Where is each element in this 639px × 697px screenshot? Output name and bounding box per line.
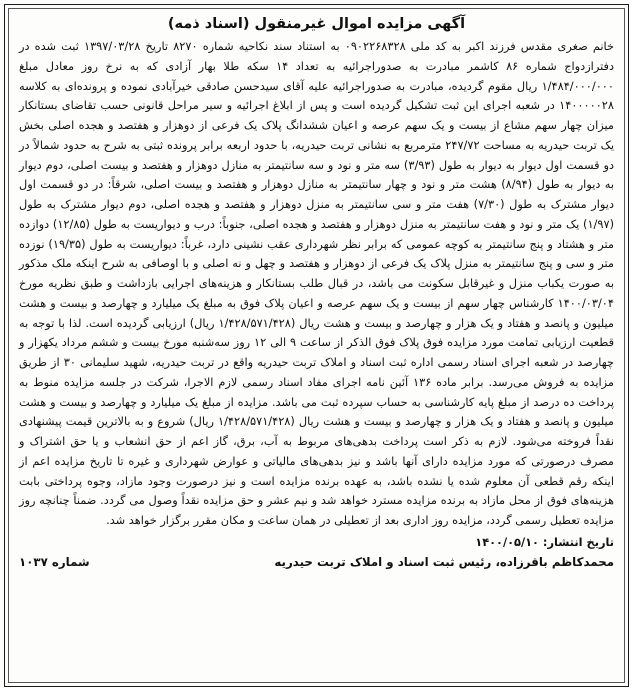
notice-content <box>19 13 614 676</box>
notice-body: خانم صغری مقدس فرزند اکبر به کد ملی ۰۹۰۲۲۶۸۳۲۸ به استناد سند نکاحیه شماره ۸۲۷۰ تاریخ ۱۳۹۷/۰۳/۲۸ ثبت شده در دفترازدواج شماره ۸۶ کاشمر مبادرت به صدوراجرائیه به تعداد ۱۴ سکه طلا بهار آزادی که به نرخ روز معادل مبلغ ۱/۴۸۴/۰۰۰/۰۰۰ ریال مقوم گردیده، مبادرت به صدوراجرائیه علیه آقای سیدحسن صادقی خیرآبادی نموده و پرونده‌ای به کلاسه ۱۴۰۰۰۰۰۲۸ در شعبه اجرای این ثبت تشکیل گردیده است و پس از ابلاغ اجرائیه و سیر مراحل قانونی حسب تقاضای بستانکار میزان چهار سهم مشاع از بیست و یک سهم عرصه و اعیان ششدانگ پلاک یک فرعی از دوهزار و هفتصد و هجده اصلی بخش یک تربت حیدریه به مساحت ۲۴۷/۷۲ مترمربع به نشانی تربت حیدریه، با حدود اربعه برابر پرونده ثبتی به شرح به حدود شمالاً در دو قسمت اول دیوار به دیوار به طول (۳/۹۳) سه متر و نود و سه سانتیمتر به منازل دوهزار و هفتصد و بیست اصلی، دوم دیوار به دیوار به طول (۸/۹۴) هشت متر و نود و چهار سانتیمتر به منازل دوهزار و هفتصد و بیست اصلی، شرقاً: در دو قسمت اول دیوار مشترک به طول (۷/۳۰) هفت متر و سی سانتیمتر به منزل دوهزار و هفتصد و هجده اصلی، دوم دیوار مشترک به طول (۱/۹۷) یک متر و نود و هفت سانتیمتر به منزل دوهزار و هفتصد و هجده اصلی، جنوباً: درب و دیواریست به طول (۱۲/۸۵) دوازده متر و هشتاد و پنج سانتیمتر به کوچه عمومی که برابر نظر شهرداری عقب نشینی دارد، غرباً: دیواریست به طول (۱۹/۳۵) نوزده متر و سی و پنج سانتیمتر به منزل پلاک یک فرعی از دوهزار و هفتصد و چهل و نه اصلی و با اوصافی به شرح اینکه ملک مذکور به صورت یکباب منزل و غیرقابل سکونت می باشد، در قبال طلب بستانکار و هزینه‌های اجرایی بازداشت و طبق نظریه مورخ ۱۴۰۰/۰۳/۰۴ کارشناس چهار سهم از بیست و یک سهم عرصه و اعیان پلاک فوق به مبلغ یک میلیارد و چهارصد و بیست و هشت میلیون و پانصد و هفتاد و یک هزار و چهارصد و بیست و هشت ریال (۱/۴۲۸/۵۷۱/۴۲۸ ریال) ارزیابی گردیده است. لذا با توجه به قطعیت ارزیابی تمامت مورد مزایده فوق پلاک فوق الذکر از ساعت ۹ الی ۱۲ روز سه‌شنبه مورخ بیست و ششم مرداد یکهزار و چهارصد در شعبه اجرای اسناد رسمی اداره ثبت اسناد و املاک تربت حیدریه واقع در تربت حیدریه، شهید سلیمانی ۳۰ از طریق مزایده به فروش می‌رسد. برابر ماده ۱۳۶ آئین نامه اجرای مفاد اسناد رسمی لازم الاجرا، شرکت در جلسه مزایده منوط به پرداخت ده درصد از مبلغ پایه کارشناسی به حساب سپرده ثبت می باشد. مزایده از مبلغ یک میلیارد و چهارصد و بیست و هشت میلیون و پانصد و هفتاد و یک هزار و چهارصد و بیست و هشت ریال (۱/۴۲۸/۵۷۱/۴۲۸ ریال) شروع و به بالاترین قیمت پیشنهادی نقداً فروخته می‌شود. لازم به ذکر است پرداخت بدهی‌های مربوط به آب، برق، گاز اعم از حق انشعاب و یا حق اشتراک و مصرف درصورتی که مورد مزایده دارای آنها باشد و نیز بدهی‌های مالیاتی و عوارض شهرداری و غیره تا تاریخ مزایده اعم از اینکه رقم قطعی آن معلوم شده یا نشده باشد، به عهده برنده مزایده است و نیز درصورت وجود مازاد، وجوه پرداختی بابت هزینه‌های فوق از محل مازاد به برنده مزایده مسترد خواهد شد و نیم عشر و حق مزایده نقداً وصول می گردد. ضمناً چنانچه روز مزایده تعطیل رسمی گردد، مزایده روز اداری بعد از تعطیلی در همان ساعت و مکان مقرر برگزار خواهد شد. <box>19 39 615 527</box>
notice-title: آگهی مزایده اموال غیرمنقول (اسناد ذمه) <box>167 16 466 32</box>
notice-number: شماره ۱۰۳۷ <box>19 554 90 569</box>
publish-date: تاریخ انتشار: ۱۴۰۰/۰۵/۱۰ <box>475 534 614 549</box>
signature: محمدکاظم باقرزاده، رئیس ثبت اسناد و املاک تربت حیدریه <box>274 554 614 569</box>
notice-footer <box>19 533 614 573</box>
signature-row <box>19 553 614 573</box>
notice-frame <box>4 4 629 687</box>
